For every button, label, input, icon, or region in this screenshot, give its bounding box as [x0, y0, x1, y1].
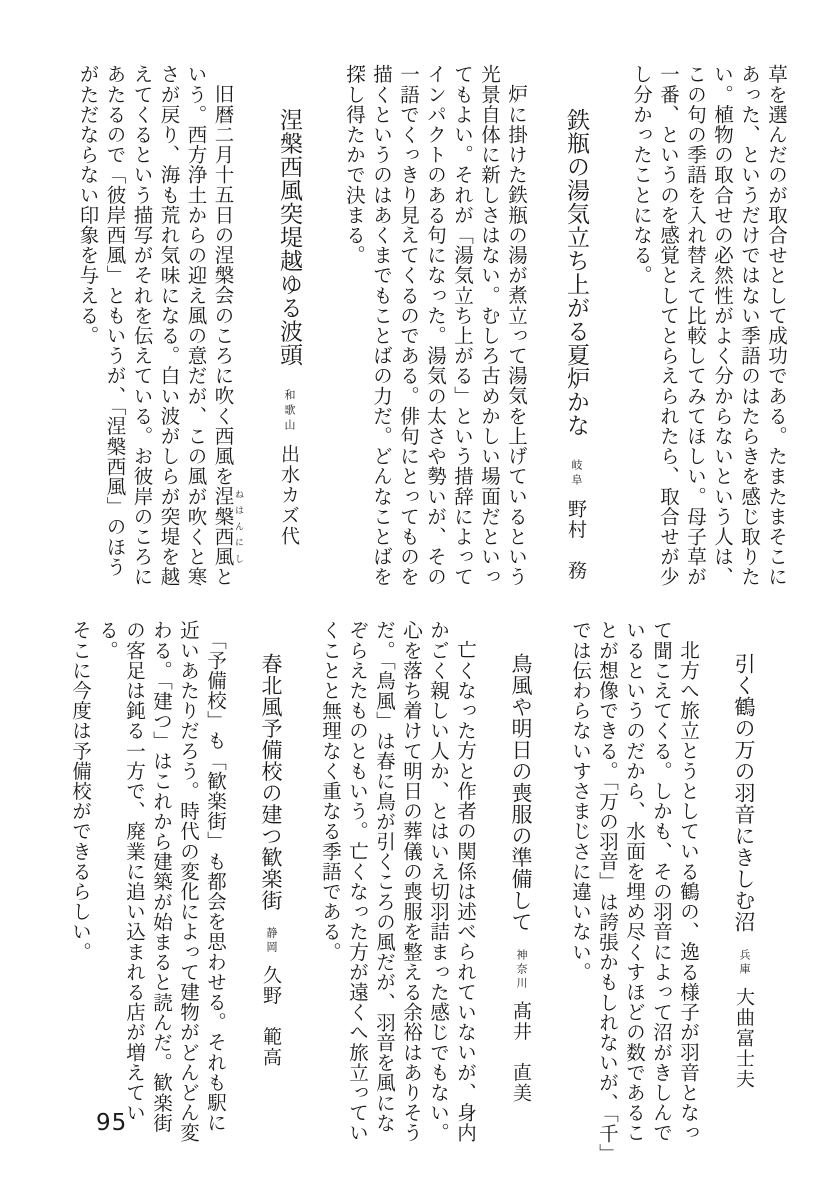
- commentary-line: し分かったことになる。: [630, 64, 653, 286]
- commentary-line: てもよい。それが「湯気立ち上がる」という措辞によって: [451, 64, 474, 587]
- prefecture-label: 和歌山: [283, 388, 296, 434]
- prefecture-label: 岐阜: [570, 459, 583, 489]
- prefecture-label: 神奈川: [515, 948, 528, 991]
- commentary-line: ぞらえたものともいう。亡くなった方が遠くへ旅立ってい: [346, 620, 369, 1143]
- commentary-paragraph: [567, 620, 702, 1164]
- commentary-line: くことと無理なく重なる季語である。: [319, 620, 342, 962]
- haiku-text: 鳥風や明日の喪服の準備して: [509, 653, 533, 933]
- commentary-line: では伝わらないすさまじさに違いない。: [569, 620, 592, 982]
- author-name: 野村 務: [565, 499, 587, 581]
- commentary-line: 亡くなった方と作者の関係は述べられていないが、身内: [454, 640, 477, 1143]
- haiku-text: 春北風予備校の建つ歓楽街: [259, 653, 283, 911]
- haiku-entry: [275, 64, 303, 600]
- commentary-line: がただならない印象を与える。: [76, 64, 100, 346]
- haiku-text: 鉄瓶の湯気立ち上がる夏炉かな: [563, 108, 589, 437]
- section-bottom: [0, 620, 839, 1164]
- ruby-post-text: と: [211, 566, 235, 587]
- commentary-line: わる。「建つ」はこれから建築が始まると読んだ。歓楽街: [150, 620, 173, 1133]
- commentary-line: 光景自体に新しさはない。むしろ古めかしい場面だといっ: [478, 64, 501, 587]
- commentary-line: 北方へ旅立とうとしている鶴の、逸る様子が羽音となっ: [677, 640, 700, 1143]
- commentary-line: さが戻り、海も荒れ気味になる。白い波がしらが突堤を越: [157, 64, 181, 587]
- commentary-line: この句の季語を入れ替えて比較してみてほしい。母子草が: [684, 64, 707, 587]
- haiku-text: 涅槃西風突堤越ゆる波頭: [276, 108, 302, 367]
- commentary-line: 炉に掛けた鉄瓶の湯が煮立って湯気を上げているという: [505, 84, 528, 587]
- commentary-line: いう。西方浄土からの迎え風の意だが、この風が吹くと寒: [184, 64, 208, 587]
- commentary-paragraph: [341, 64, 530, 600]
- commentary-line: そこに今度は予備校ができるらしい。: [69, 620, 92, 962]
- commentary-line: 草を選んだのが取合せとして成功である。たまたまそこに: [765, 64, 788, 587]
- commentary-line: の客足は鈍る一方で、廃業に追い込まれる店が増えている。: [96, 620, 146, 1123]
- commentary-line: あった、というだけではない季語のはたらきを感じ取りた: [738, 64, 761, 587]
- haiku-entry: [730, 620, 758, 1156]
- commentary-line: 心を落ち着けて明日の葬儀の喪服を整える余裕はありそう: [400, 620, 423, 1143]
- commentary-line: 一語でくっきり見えてくるのである。俳句にとってものを: [397, 64, 420, 587]
- commentary-line: インパクトのある句になった。湯気の太さや勢いが、その: [424, 64, 447, 587]
- commentary-paragraph: [67, 620, 229, 1156]
- author-name: 久野 範高: [260, 965, 282, 1068]
- commentary-line: あたるので「彼岸西風」ともいうが、「涅槃西風」のほう: [103, 64, 127, 577]
- author-name: 髙井 直美: [510, 1000, 532, 1103]
- author-name: 出水カズ代: [278, 443, 300, 546]
- commentary-line: いるというのだから、水面を埋め尽くすほどの数であるこ: [623, 620, 646, 1143]
- ruby-annotation: [211, 486, 243, 567]
- ruby-pre-text: 旧暦二月十五日の涅槃会のころに吹く西風を: [211, 84, 235, 486]
- prefecture-label: 兵庫: [738, 948, 751, 977]
- haiku-text: 引く鶴の万の羽音にきしむ沼: [732, 653, 756, 933]
- commentary-line: て聞こえてくる。しかも、その羽音によって沼がきしんで: [650, 620, 673, 1143]
- commentary-paragraph: [317, 620, 479, 1156]
- commentary-line: 一番、というのを感覚としてとらえられたら、取合せが少: [657, 64, 680, 587]
- commentary-line: だ。「鳥風」は春に鳥が引くころの風だが、羽音を風にな: [373, 620, 396, 1133]
- commentary-line: 探し得たかで決まる。: [343, 64, 366, 265]
- commentary-paragraph: [75, 64, 244, 600]
- commentary-line: 「予備校」も「歓楽街」も都会を思わせる。それも駅に: [204, 630, 227, 1133]
- prefecture-label: 静岡: [265, 927, 278, 955]
- page-number: 95: [96, 1110, 128, 1136]
- section-top: [0, 64, 839, 600]
- commentary-line: かごく親しい人か、とはいえ切羽詰まった感じでもない。: [427, 620, 450, 1143]
- commentary-line: い。植物の取合せの必然性がよく分からないという人は、: [711, 64, 734, 587]
- haiku-entry: [507, 620, 535, 1156]
- commentary-line: 近いあたりだろう。時代の変化によって建物がどんどん変: [177, 620, 200, 1143]
- ruby-reading: ねはんにし: [233, 486, 243, 567]
- haiku-entry: [562, 64, 590, 600]
- commentary-paragraph: [628, 64, 790, 600]
- commentary-line: えてくるという描写がそれを伝えている。お彼岸のころに: [130, 64, 154, 587]
- ruby-base: 涅槃西風: [211, 486, 235, 567]
- haiku-entry: [257, 620, 285, 1156]
- commentary-line-with-ruby: [210, 64, 244, 600]
- commentary-line: とが想像できる。「万の羽音」は誇張かもしれないが、「千」: [596, 620, 619, 1164]
- commentary-line: 描くというのはあくまでもことばの力だ。どんなことばを: [370, 64, 393, 587]
- author-name: 大曲富士夫: [733, 986, 755, 1089]
